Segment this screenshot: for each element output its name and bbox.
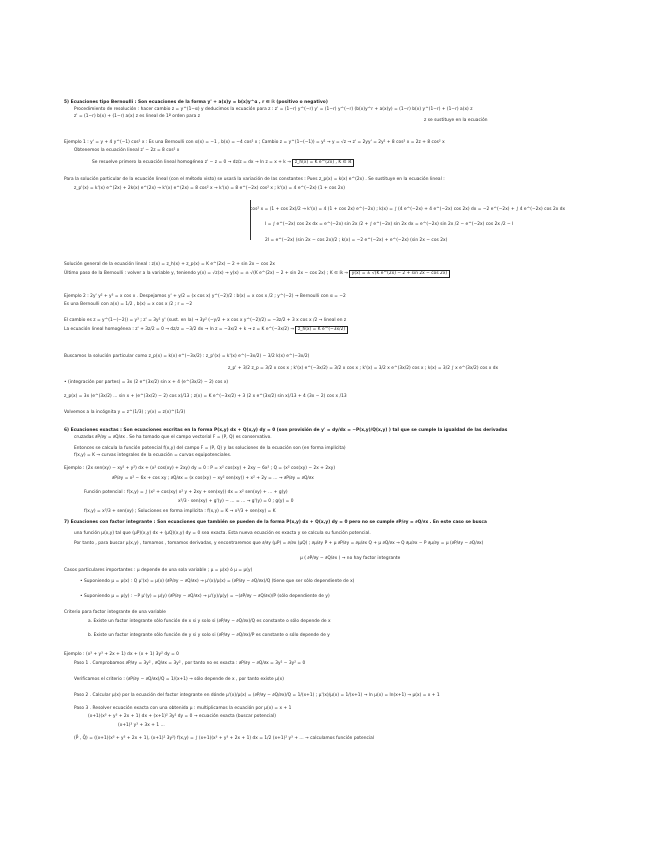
criterion-b: b. Existe un factor integrante sólo función de y si y solo si (∂P/∂y − ∂Q/∂x)/P es constante o sólo depende de y <box>88 633 330 638</box>
particular-cases: Casos particulares importantes : μ depende de una sola variable ; μ = μ(x) ó μ = μ(y) <box>64 568 253 573</box>
example-1-linear: Obtenemos la ecuación lineal z' − 2z = 8 cos² x <box>74 148 180 153</box>
variation-of-constants-2: z_p'(x) = k'(x) e^(2x) + 2k(x) e^(2x) → k'(x) e^(2x) = 8 cos² x → k'(x) = 8 e^(−2x) cos² x ; k'(x) = 4 e^(−2x) (1 + cos 2x) <box>74 186 345 191</box>
example-2: Ejemplo 2 : 2y' y² + y³ = x cos x . Despejamos y' + y/2 = (x cos x) y^(−2)/2 : b(x) = x cos x /2 ; y^(−2) → Bernoulli con α = −2 <box>64 294 346 299</box>
bernoulli-procedure-2: z' = (1−r) b(x) + (1−r) a(x) z es lineal de 1º orden para z <box>74 114 201 119</box>
integral-step-1: cos² x = (1 + cos 2x)/2 → k'(x) = 4 (1 + cos 2x) e^(−2x) ; k(x) = ∫ (4 e^(−2x) + 4 e^(−2x) cos 2x) dx = −2 e^(−2x) + ∫ 4 e^(−2x) cos 2x dx <box>250 207 566 212</box>
solution-box-zh-2: z_h(x) = K e^(−3x/2) <box>295 326 347 334</box>
example-2-homogeneous-text: La ecuación lineal homogénea : z' + 3z/2 = 0 → dz/z = −3/2 dx → ln z = −3x/2 + k → z = K e^(−3x/2) → <box>64 327 295 332</box>
step-1-criterion: Verificamos el criterio : (∂P/∂y − ∂Q/∂x)/Q = 1/(x+1) → sólo depende de x , por tanto existe μ(x) <box>74 677 284 682</box>
exact-title-2: cruzadas ∂P/∂y = ∂Q/∂x . Se ha tomado que el campo vectorial F = (P, Q) es conservativo. <box>74 435 272 440</box>
bernoulli-title: 5) Ecuaciones tipo Bernoulli : Son ecuaciones de la forma y' + a(x)y = b(x)y^α , r ∈ ℝ (positivo o negativo) <box>64 100 328 105</box>
integrating-factor-title: 7) Ecuaciones con factor integrante : Son ecuaciones que también se pueden de la forma P(x,y) dx + Q(x,y) dy = 0 pero no se cumple ∂P/∂y = ∂Q/∂x . En este caso se busca <box>64 520 487 525</box>
exact-example-e: f(x,y) = x³/3 + sen(xy) ; Soluciones en forma implícita : f(x,y) = K → x³/3 + sen(xy) = K <box>84 509 276 514</box>
step-2: Paso 2 . Calcular μ(x) por la ecuación del factor integrante en dónde μ'(x)/μ(x) = (∂P/∂y − ∂Q/∂x)/Q = 1/(x+1) ; μ'(x)/μ(x) = 1/(x+1) → ln μ(x) = ln(x+1) → μ(x) = x + 1 <box>74 693 440 698</box>
integral-step-2: I = ∫ e^(−2x) cos 2x dx = e^(−2x) sin 2x /2 + ∫ e^(−2x) sin 2x dx = e^(−2x) sin 2x /2 − e^(−2x) cos 2x /2 − I <box>265 222 514 227</box>
example-1-homogeneous <box>92 159 354 167</box>
example-1: Ejemplo 1 : y' = y + 4 y^(−1) cos² x : Es una Bernoulli con α(x) = −1 , b(x) = −4 cos² x ; Cambio z = y^(1−(−1)) = y² → y = √z → z' = 2yy' = 2y² + 8 cos² x = 2z + 8 cos² x <box>64 140 445 145</box>
example-2-particular: Buscamos la solución particular como z_p(x) = k(x) e^(−3x/2) : z_p'(x) = k'(x) e^(−3x/2) − 3/2 k(x) e^(−3x/2) <box>64 354 310 359</box>
integrating-factor-3: Por tanto , para buscar μ(x,y) , tomamos , tomamos derivadas, y encontraremos que ∂/∂y (μP) = ∂/∂x (μQ) ; ∂μ/∂y P + μ ∂P/∂y = ∂μ/∂x Q + μ ∂Q/∂x → Q ∂μ/∂x − P ∂μ/∂y = μ (∂P/∂y − ∂Q/∂x) <box>74 541 484 546</box>
step-3: Paso 3 . Resolver ecuación exacta con una obtenida μ : multiplicamos la ecuación por μ(x) = x + 1 <box>74 706 292 711</box>
example-2-bernoulli: Es una Bernoulli con a(x) = 1/2 , b(x) = x cos x /2 ; r = −2 <box>64 302 193 307</box>
example-2-parts: • (integración por partes) = 3x (2 e^(3x/2) sin x + 4 (e^(3x/2) − 2) cos x) <box>64 380 229 385</box>
exact-example-b: ∂P/∂y = x² − 6x + cos xy ; ∂Q/∂x = (x cos(xy) − xy² sen(xy)) + x² + 2y = ... → ∂P/∂y = ∂Q/∂x <box>112 476 314 481</box>
bernoulli-procedure: Procedimiento de resolución : hacer cambio z = y^(1−α) y deducimos la ecuación para z : z' = (1−r) y^(−r) y' = (1−r) y^(−r) (b(x)y^r + a(x)y) = (1−r) b(x) y^(1−r) + (1−r) a(x) z <box>74 107 473 112</box>
example-2-particular-2: z_p' + 3/2 z_p = 3/2 x cos x ; k'(x) e^(−3x/2) = 3/2 x cos x ; k'(x) = 3/2 x e^(3x/2) cos x ; k(x) = 3/2 ∫ x e^(3x/2) cos x dx <box>228 366 499 371</box>
integrating-factor-4: μ ( ∂P/∂y − ∂Q/∂x ) → no hay factor integrante <box>300 556 401 561</box>
example-2-zp: z_p(x) = 3x (e^(3x/2) ... sin x + (e^(3x/2) − 2) cos x)/13 ; z(x) = K e^(−3x/2) + 3 (2 x e^(3x/2) sin x)/13 + 4 (3x − 2) cos x /13 <box>64 394 347 399</box>
final-potential: (P̃ , Q̃) = ((x+1)(x³ + y³ + 2x + 1), (x+1)² 3y²) f(x,y) = ∫ (x+1)(x³ + y³ + 2x + 1) dx = 1/2 (x+1)² y³ + ... → calculamos función potencial <box>74 736 375 741</box>
solution-box-zh: z_h(x) = K e^(2x) , K ∈ ℝ <box>292 159 353 167</box>
bracket-line <box>250 200 251 240</box>
step-3-b: (x+1)(x³ + y³ + 2x + 1) dx + (x+1)² 3y² dy = 0 → ecuación exacta (buscar potencial) <box>88 714 276 719</box>
bernoulli-note: z se sustituye en la ecuación <box>424 118 488 123</box>
solution-final-step-text: Último paso de la Bernoulli : volver a la variable y, teniendo y(x) = √z(x) → y(x) = ± √(K e^(2x) − 2 + sin 2x − cos 2x) ; K ∈ ℝ → <box>64 271 348 276</box>
solution-final-step <box>64 270 450 278</box>
step-1: Paso 1 . Comprobamos ∂P/∂y = 3y² , ∂Q/∂x = 3y² , por tanto no es exacta : ∂P/∂y − ∂Q/∂x = 3y² − 3y² = 0 <box>74 661 306 666</box>
solution-general-linear: Solución general de la ecuación lineal : z(x) = z_h(x) + z_p(x) = K e^(2x) − 2 + sin 2x − cos 2x <box>64 262 276 267</box>
step-3-c: (x+1)³ y³ + 3x + 1 ... <box>118 723 165 728</box>
variation-of-constants: Para la solución particular de la ecuación lineal (con el método visto) se usará la variación de las constantes : Pues z_p(x) = k(x) e^(2x) . Se sustituye en la ecuación lineal : <box>64 177 445 182</box>
example-2-homogeneous <box>64 326 348 334</box>
exact-example-d: x³/3 · sen(xy) + g'(y) − ... = ... → g'(y) = 0 ; g(y) = 0 <box>178 499 294 504</box>
case-mu-x: • Suponiendo μ = μ(x) : Q μ'(x) = μ(x) (∂P/∂y − ∂Q/∂x) → μ'(x)/μ(x) = (∂P/∂y − ∂Q/∂x)/Q (tiene que ser sólo dependiente de x) <box>80 579 355 584</box>
integrating-example: Ejemplo : (x³ + y³ + 2x + 1) dx + (x + 1) 3y² dy = 0 <box>64 652 179 657</box>
criterion-title: Criterio para factor integrante de una variable <box>64 610 166 615</box>
exact-example: Ejemplo : (2x sen(xy) − xy² + y²) dx + (x² cos(xy) + 2xy) dy = 0 : P = x² cos(xy) + 2xy − 6x² ; Q = (x² cos(xy) − 2x + 2xy) <box>64 466 336 471</box>
integrating-factor-2: una función μ(x,y) tal que (μP)(x,y) dx + (μQ)(x,y) dy = 0 sea exacta. Esta nueva ecuación es exacta y se calcula su función potencial. <box>74 531 371 536</box>
exact-potential: Entonces se calcula la función potencial f(x,y) del campo F = (P, Q) y las soluciones de la ecuación son (en forma implícita) <box>74 446 346 451</box>
example-2-return: Volvemos a la incógnita y = z^(1/3) ; y(x) = z(x)^(1/3) <box>64 410 186 415</box>
example-1-homogeneous-text: Se resuelve primero la ecuación lineal homogénea z' − z = 0 → dz/z = dx → ln z = x + k → <box>92 160 291 165</box>
integral-step-3: 2I = e^(−2x) (sin 2x − cos 2x)/2 ; k(x) = −2 e^(−2x) + e^(−2x) (sin 2x − cos 2x) <box>265 238 448 243</box>
solution-box-y: y(x) = ± √(K e^(2x) − 2 + sin 2x − cos 2x) <box>349 270 449 278</box>
case-mu-y: • Suponiendo μ = μ(y) : −P μ'(y) = μ(y) (∂P/∂y − ∂Q/∂x) → μ'(y)/μ(y) = −(∂P/∂y − ∂Q/∂x)/P (sólo dependiente de y) <box>80 594 330 599</box>
example-2-change: El cambio es z = y^(1−(−2)) = y³ ; z' = 3y² y' (sust. en la) → 3y² (−y/2 + x cos x y^(−2)/2) = −3z/2 + 3 x cos x /2 → lineal en z <box>64 318 347 323</box>
criterion-a: a. Existe un factor integrante sólo función de x si y solo si (∂P/∂y − ∂Q/∂x)/Q es constante o sólo depende de x <box>88 619 331 624</box>
exact-potential-2: f(x,y) = K → curvas integrales de la ecuación = curvas equipotenciales. <box>74 453 232 458</box>
exact-title: 6) Ecuaciones exactas : Son ecuaciones escritas en la forma P(x,y) dx + Q(x,y) dy = 0 (son provisión de y' = dy/dx = −P(x,y)/Q(x,y) ) tal que se cumple la igualdad de las derivadas <box>64 428 508 433</box>
exact-example-c: Función potencial : f(x,y) = ∫ (x² + cos(xy) x² y + 2xy + sen(xy)) dx = x² sen(xy) + ... + g(y) <box>84 490 288 495</box>
